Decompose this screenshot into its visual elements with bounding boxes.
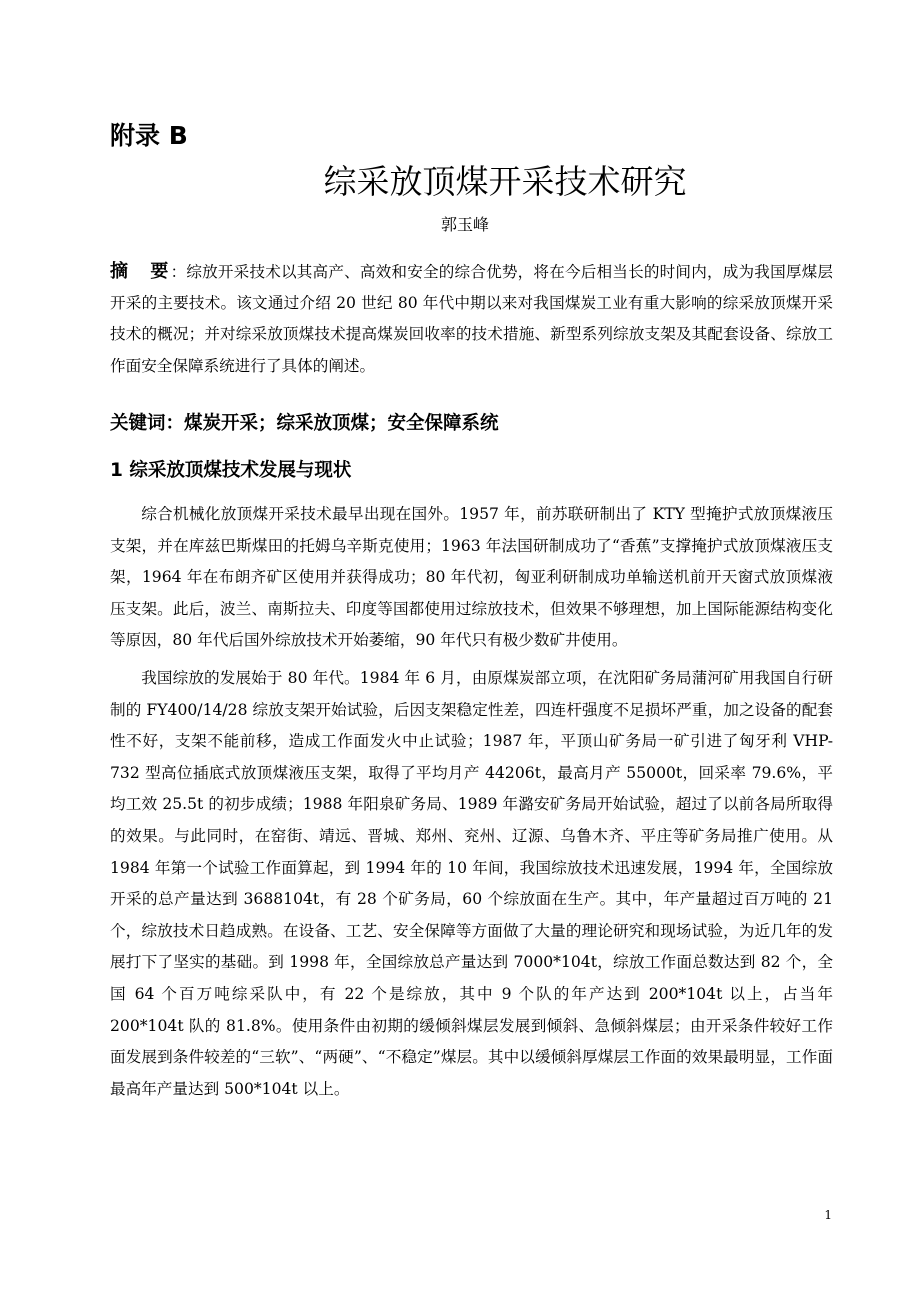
appendix-label: 附录 B [110, 121, 188, 150]
abstract-text: ：综放开采技术以其高产、高效和安全的综合优势，将在今后相当长的时间内，成为我国厚煤层开采的主要技术。该文通过介绍 20 世纪 80 年代中期以来对我国煤炭工业有重大影响的综采放顶煤开采技术的概况；并对综采放顶煤技术提高煤炭回收率的技术措施、新型系列综放支架及其配套设备、综放工作面安全保障系统进行了具体的阐述。 [110, 263, 833, 375]
section-heading: 1 综采放顶煤技术发展与现状 [110, 460, 352, 481]
paragraph: 综合机械化放顶煤开采技术最早出现在国外。1957 年，前苏联研制出了 KTY 型掩护式放顶煤液压支架，并在库兹巴斯煤田的托姆乌辛斯克使用；1963 年法国研制成功了“香蕉”支撑掩护式放顶煤液压支架，1964 年在布朗齐矿区使用并获得成功；80 年代初，匈亚利研制成功单输送机前开天窗式放顶煤液压支架。此后，波兰、南斯拉夫、印度等国都使用过综放技术，但效果不够理想，加上国际能源结构变化等原因，80 年代后国外综放技术开始萎缩，90 年代只有极少数矿井使用。 [110, 505, 833, 650]
section-body [110, 499, 833, 1111]
paragraph: 我国综放的发展始于 80 年代。1984 年 6 月，由原煤炭部立项，在沈阳矿务局蒲河矿用我国自行研制的 FY400/14/28 综放支架开始试验，后因支架稳定性差，四连杆强度不足损坏严重，加之设备的配套性不好，支架不能前移，造成工作面发火中止试验；1987 年，平顶山矿务局一矿引进了匈牙利 VHP-732 型高位插底式放顶煤液压支架，取得了平均月产 44206t，最高月产 55000t，回采率 79.6%，平均工效 25.5t 的初步成绩；1988 年阳泉矿务局、1989 年潞安矿务局开始试验，超过了以前各局所取得的效果。与此同时，在窑街、靖远、晋城、郑州、兖州、辽源、乌鲁木齐、平庄等矿务局推广使用。从 1984 年第一个试验工作面算起，到 1994 年的 10 年间，我国综放技术迅速发展，1994 年，全国综放开采的总产量达到 3688104t，有 28 个矿务局，60 个综放面在生产。其中，年产量超过百万吨的 21 个，综放技术日趋成熟。在设备、工艺、安全保障等方面做了大量的理论研究和现场试验，为近几年的发展打下了坚实的基础。到 1998 年，全国综放总产量达到 7000*104t，综放工作面总数达到 82 个，全国 64 个百万吨综采队中，有 22 个是综放，其中 9 个队的年产达到 200*104t 以上，占当年 200*104t 队的 81.8%。使用条件由初期的缓倾斜煤层发展到倾斜、急倾斜煤层；由开采条件较好工作面发展到条件较差的“三软”、“两硬”、“不稳定”煤层。其中以缓倾斜厚煤层工作面的效果最明显，工作面最高年产量达到 500*104t 以上。 [110, 668, 833, 1098]
keywords: 关键词：煤炭开采；综采放顶煤；安全保障系统 [110, 413, 499, 434]
page-number: 1 [824, 1208, 832, 1222]
abstract [110, 256, 833, 382]
author-name: 郭玉峰 [440, 215, 489, 234]
abstract-label: 摘 要 [110, 261, 171, 282]
document-title: 综采放顶煤开采技术研究 [323, 162, 687, 201]
